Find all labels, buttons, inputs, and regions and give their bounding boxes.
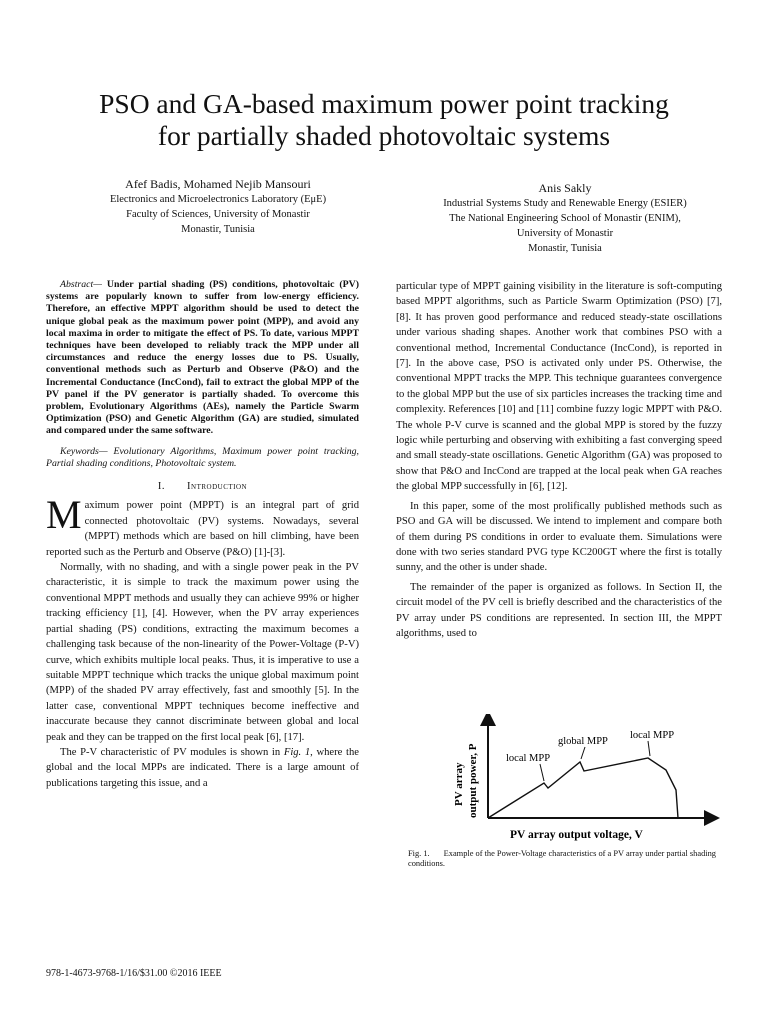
right-paragraph-2: In this paper, some of the most prolifically published methods such as PSO and GA will be discussed. We intend to implement and compare both of them during PS conditions in order to evaluate them. Simulations were done with two series standard PVG type KC200GT where the first is totally sunny, and the other is under shade. xyxy=(396,500,722,574)
pv-curve xyxy=(488,758,678,818)
label-local-mpp-1: local MPP xyxy=(506,753,551,764)
abstract xyxy=(46,279,359,438)
abstract-text: Under partial shading (PS) conditions, photovoltaic (PV) systems are popularly known to suffer from low-energy efficiency. Therefore, an effective MPPT algorithm should be used to detect the unique global peak as the maximum power point (MPP), and avoid any local maxima in order to mitigate the effect of PS. To date, various MPPT techniques have been developed to reliably track the MPP under all circumstances and reduce the energy losses due to PS. Usually, conventional methods such as Perturb and Observe (P&O) and the Incremental Conductance (IncCond), fail to extract the global MPP of the PV panel if the PV generator is partially shaded. To overcome this problem, Evolutionary Algorithms (AEs), namely the Particle Swarm Optimization (PSO) and Genetic Algorithm (GA) are studied, simulated and compared under the same software. xyxy=(46,279,359,437)
intro-paragraph-3 xyxy=(46,745,359,791)
copyright-footer: 978-1-4673-9768-1/16/$31.00 ©2016 IEEE xyxy=(46,968,222,979)
left-column xyxy=(46,279,359,791)
caption-text: Example of the Power-Voltage characteristics of a PV array under partial shading conditions. xyxy=(408,849,716,869)
figure-caption xyxy=(408,849,724,870)
right-paragraph-3: The remainder of the paper is organized as follows. In Section II, the circuit model of the PV cell is briefly described and the characteristics of the PV array under PS conditions are represented. In section III, the MPPT algorithms, used to xyxy=(396,581,722,639)
label-global-mpp: global MPP xyxy=(558,736,608,747)
intro-text-1: aximum power point (MPPT) is an integral part of grid connected photovoltaic (PV) systems. Nowadays, several (MPPT) methods which are based on hill climbing, have been reported such as the Perturb and Observe (P&O) [1]-[3]. xyxy=(46,500,359,558)
right-column xyxy=(396,279,722,641)
intro-text-3b: , where the global and the local MPPs are indicated. There is a large amount of publications targeting this issue, and a xyxy=(46,746,359,789)
intro-paragraph-1 xyxy=(46,492,359,560)
title-line-2: for partially shaded photovoltaic systems xyxy=(157,120,611,151)
y-axis-label-2: output power, P xyxy=(467,743,479,818)
intro-text-3a: The P-V characteristic of PV modules is shown in xyxy=(60,746,284,758)
author-block-right xyxy=(380,180,750,256)
section-heading xyxy=(46,479,359,494)
figure-reference: Fig. 1 xyxy=(283,746,311,758)
author-names: Afef Badis, Mohamed Nejib Mansouri xyxy=(125,177,311,191)
affiliation-line: Faculty of Sciences, University of Monastir xyxy=(126,209,310,220)
author-block-left xyxy=(48,176,388,237)
x-axis-label: PV array output voltage, V xyxy=(510,829,643,841)
leader-line xyxy=(648,741,650,756)
affiliation-line: Industrial Systems Study and Renewable Energy (ESIER) xyxy=(443,198,687,209)
affiliation-line: Monastir, Tunisia xyxy=(181,224,255,235)
pv-curve-diagram xyxy=(408,714,722,846)
affiliation-line: Electronics and Microelectronics Laboratory (EμE) xyxy=(109,194,327,205)
intro-paragraph-2: Normally, with no shading, and with a single power peak in the PV characteristic, it is simple to track the maximum power using the conventional MPPT methods and usually they can achieve 99% or higher tracking efficiency [1], [4]. However, when the PV array experiences partial shading (PS) conditions, extracting the maximum becomes a challenging task because of the non-linearity of the Power-Voltage (P-V) curve, which exhibits multiple local peaks. Thus, it is imperative to use a suitable MPPT technique which tracks the unique global maximum point (MPP) of the shaded PV array effectively, fast and smoothly [5]. In the latter case, conventional MPPT techniques become ineffective and inaccurate because they cannot discriminate between global and local peak and they can be trapped on the first local peak [6], [17]. xyxy=(46,562,359,743)
affiliation-line: The National Engineering School of Monastir (ENIM), xyxy=(449,213,681,224)
figure-1 xyxy=(408,714,722,846)
author-names: Anis Sakly xyxy=(538,181,592,195)
label-local-mpp-2: local MPP xyxy=(630,730,675,741)
caption-tag: Fig. 1. xyxy=(408,849,430,858)
section-number: I. xyxy=(157,481,166,493)
affiliation-line: University of Monastir xyxy=(516,228,614,239)
leader-line xyxy=(540,764,544,781)
right-paragraph-1: particular type of MPPT gaining visibility in the literature is soft-computing based MPPT algorithms, such as Particle Swarm Optimization (PSO) [7], [8]. It has proven good performance and reduced steady-state oscillations under various shading shapes. Another work that combines PSO with a conventional method, Incremental Conductance (IncCond), is reported in [7]. In the above case, PSO is activated only under PS. Otherwise, the conventional MPPT tracks the MPP. This technique guarantees convergence to the global MPP but the use of six particles increases the tracking time and complexity. References [10] and [11] combine fuzzy logic MPPT with P&O. The whole P-V curve is scanned and the global MPP is stored by the fuzzy logic while perturbing and observing with exhibiting a fast converging speed and small steady-state oscillations. Genetic Algorithm (GA) was proposed to show that P&O and IncCond are trapped at the local peak when GA reaches the global MPP successfully in [6], [12]. xyxy=(396,281,722,493)
title-line-1: PSO and GA-based maximum power point tracking xyxy=(99,88,669,119)
abstract-lead: Abstract— xyxy=(60,279,102,290)
y-axis-label-1: PV array xyxy=(453,762,465,806)
keywords: Keywords— Evolutionary Algorithms, Maximum power point tracking, Partial shading conditions, Photovoltaic system. xyxy=(46,445,359,469)
paper-title xyxy=(40,88,728,152)
affiliation-line: Monastir, Tunisia xyxy=(528,243,602,254)
drop-cap: M xyxy=(46,492,82,538)
leader-line xyxy=(581,747,585,759)
section-title: Introduction xyxy=(187,481,248,493)
